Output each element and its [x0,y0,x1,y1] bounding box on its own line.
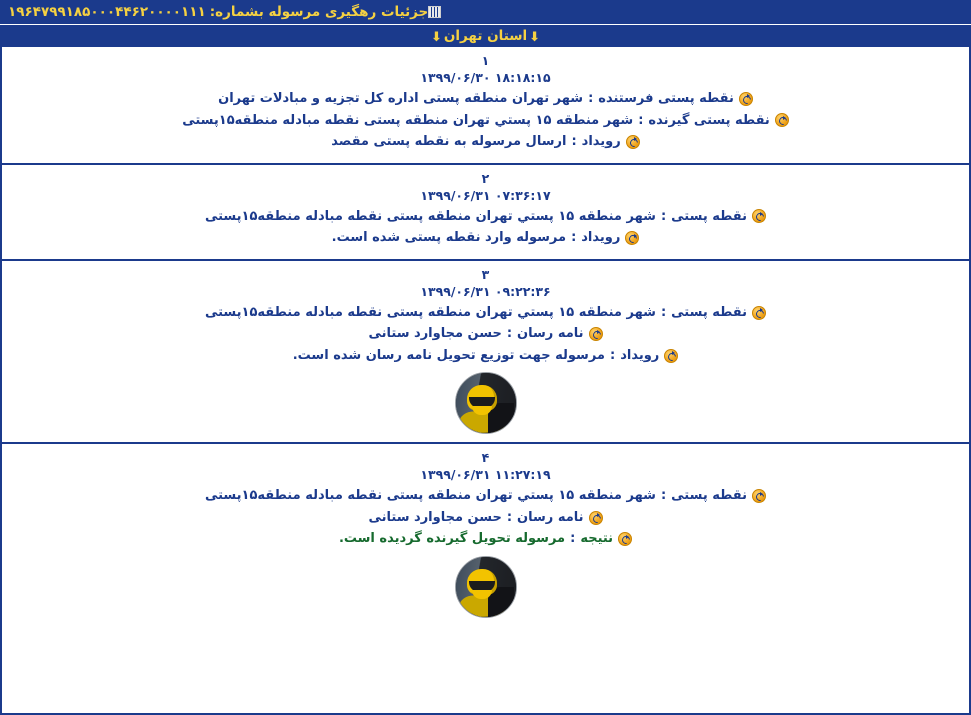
event-detail-value: حسن مجاوارد ستانی [368,509,502,525]
event-detail-colon: : [570,531,576,547]
event-detail-row [16,530,955,548]
event-index: ۲ [481,170,490,186]
event-datetime: ۱۳۹۹/۰۶/۳۱ ۰۹:۲۲:۳۶ [420,283,551,299]
event-detail-value: مرسوله تحویل گیرنده گردیده است. [338,531,566,547]
event-detail-label: رویداد [620,347,660,363]
event-detail-row [16,304,955,322]
event-detail-colon: : [571,134,577,150]
event-detail-row [16,133,955,151]
event-detail-value: مرسوله وارد نقطه پستی شده است. [331,230,567,246]
province-label: استان تهران [443,28,528,44]
events-frame [0,47,971,715]
event-detail-row [16,229,955,247]
circular-arrow-icon [625,231,639,245]
event-detail-label: نقطه پستی [671,304,748,320]
event-detail-label: رویداد [581,230,621,246]
courier-avatar[interactable] [455,372,517,434]
event-index: ۱ [481,53,490,68]
tracking-event-block [2,165,969,261]
event-detail-colon: : [588,91,594,106]
event-detail-row [16,347,955,365]
event-detail-value: شهر تهران منطقه پستی اداره کل تجزیه و مبادلات تهران [218,91,584,106]
circular-arrow-icon [739,92,753,106]
courier-photo-container [16,556,955,618]
circular-arrow-icon [618,532,632,546]
barcode-icon [428,6,441,18]
tracking-number: ۱۹۶۴۷۹۹۱۸۵۰۰۰۴۴۶۲۰۰۰۰۱۱۱ [8,4,206,20]
courier-avatar[interactable] [455,556,517,618]
event-detail-label: نقطه پستی [671,488,748,504]
tracking-event-block [2,444,969,626]
event-detail-label: نامه رسان [517,509,584,525]
event-detail-label: نقطه پستی فرستنده [598,91,734,106]
tracking-event-block [2,261,969,445]
event-index: ۳ [481,266,490,282]
circular-arrow-icon [664,349,678,363]
window-title-bar [0,0,971,24]
event-detail-colon: : [638,112,644,128]
circular-arrow-icon [752,209,766,223]
arrow-down-icon-right: ⬇ [529,29,541,45]
circular-arrow-icon [752,489,766,503]
event-datetime: ۱۳۹۹/۰۶/۳۰ ۱۸:۱۸:۱۵ [420,70,551,85]
event-detail-colon: : [660,208,667,224]
event-detail-colon: : [660,488,667,504]
event-detail-label: رویداد [581,134,621,150]
arrow-down-icon-left: ⬇ [430,29,442,45]
title-label: جزئیات رهگیری مرسوله بشماره: [209,4,429,20]
event-detail-row [16,90,955,108]
circular-arrow-icon [626,135,640,149]
event-detail-value: حسن مجاوارد ستانی [368,326,502,342]
province-header [0,24,971,47]
event-detail-row [16,325,955,343]
event-detail-value: شهر منطقه ۱۵ پستي تهران منطقه پستی نقطه مبادله منطقه۱۵پستی [182,112,634,128]
event-detail-label: نقطه پستی گیرنده [648,112,770,128]
event-datetime: ۱۳۹۹/۰۶/۳۱ ۱۱:۲۷:۱۹ [420,467,551,483]
event-detail-colon: : [571,230,577,246]
circular-arrow-icon [589,327,603,341]
event-detail-colon: : [660,304,667,320]
circular-arrow-icon [775,113,789,127]
event-datetime: ۱۳۹۹/۰۶/۳۱ ۰۷:۳۶:۱۷ [420,187,551,203]
event-detail-row [16,208,955,226]
tracking-event-block [2,47,969,165]
circular-arrow-icon [752,306,766,320]
courier-photo-container [16,372,955,434]
event-detail-colon: : [609,347,616,363]
event-detail-label: نامه رسان [517,326,584,342]
events-list [2,47,969,626]
event-detail-colon: : [506,509,513,525]
event-index: ۴ [481,450,490,466]
event-detail-value: شهر منطقه ۱۵ پستي تهران منطقه پستی نقطه مبادله منطقه۱۵پستی [204,488,656,504]
event-detail-colon: : [506,326,513,342]
event-detail-value: شهر منطقه ۱۵ پستي تهران منطقه پستی نقطه مبادله منطقه۱۵پستی [204,304,656,320]
event-detail-label: نتیجه [580,531,614,547]
event-detail-row [16,509,955,527]
event-detail-label: نقطه پستی [671,208,748,224]
circular-arrow-icon [589,511,603,525]
event-detail-value: ارسال مرسوله به نقطه پستی مقصد [331,134,567,150]
event-detail-row [16,112,955,130]
event-detail-row [16,487,955,505]
event-detail-value: شهر منطقه ۱۵ پستي تهران منطقه پستی نقطه مبادله منطقه۱۵پستی [204,208,656,224]
event-detail-value: مرسوله جهت توزیع تحویل نامه رسان شده است. [292,347,605,363]
